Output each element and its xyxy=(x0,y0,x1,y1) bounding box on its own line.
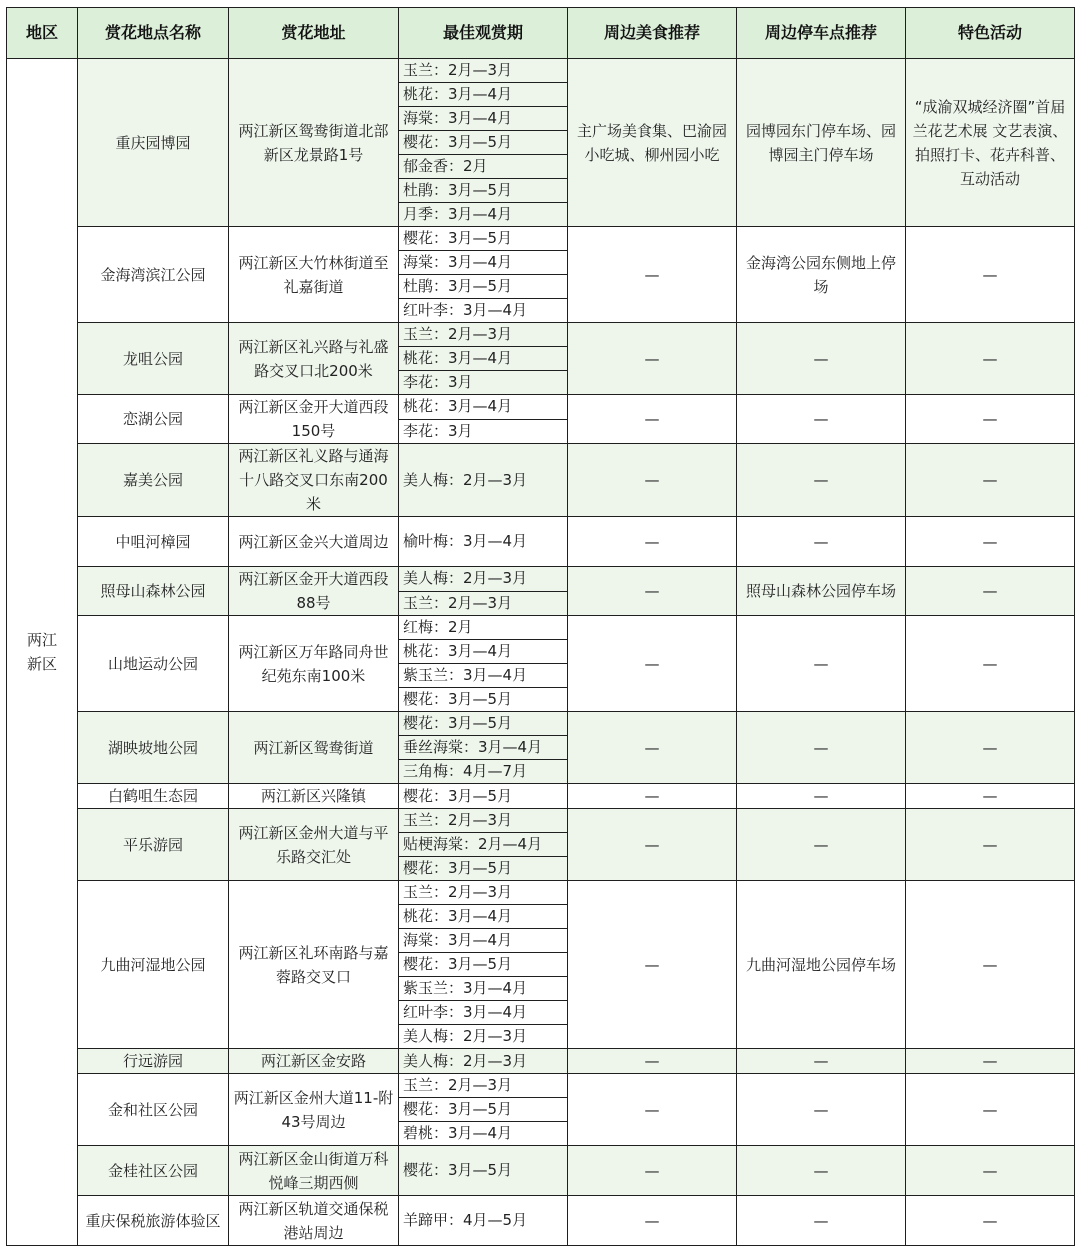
place-name: 行远游园 xyxy=(78,1049,229,1074)
food-recommendation: — xyxy=(568,712,737,784)
parking-recommendation: — xyxy=(737,323,906,395)
parking-recommendation: 九曲河湿地公园停车场 xyxy=(737,881,906,1049)
table-row xyxy=(7,784,1075,809)
flower-period: 樱花：3月—5月 xyxy=(399,131,568,155)
flower-period: 红叶李：3月—4月 xyxy=(399,1001,568,1025)
place-name: 山地运动公园 xyxy=(78,616,229,712)
special-activity: — xyxy=(906,881,1075,1049)
table-row xyxy=(7,395,1075,420)
place-address: 两江新区金州大道11-附43号周边 xyxy=(229,1074,399,1146)
special-activity: — xyxy=(906,784,1075,809)
parking-recommendation: — xyxy=(737,395,906,444)
table-row xyxy=(7,881,1075,905)
flower-period: 羊蹄甲：4月—5月 xyxy=(399,1196,568,1246)
parking-recommendation: — xyxy=(737,1196,906,1246)
food-recommendation: — xyxy=(568,517,737,567)
header-food: 周边美食推荐 xyxy=(568,8,737,59)
food-recommendation: — xyxy=(568,1196,737,1246)
parking-recommendation: — xyxy=(737,616,906,712)
flower-period: 海棠：3月—4月 xyxy=(399,251,568,275)
flower-period: 李花：3月 xyxy=(399,371,568,395)
special-activity: — xyxy=(906,1146,1075,1196)
table-row xyxy=(7,444,1075,517)
page-bottom-edge xyxy=(0,1254,1080,1260)
place-address: 两江新区鸳鸯街道 xyxy=(229,712,399,784)
place-name: 龙咀公园 xyxy=(78,323,229,395)
food-recommendation: 主广场美食集、巴渝园小吃城、柳州园小吃 xyxy=(568,59,737,227)
special-activity: — xyxy=(906,567,1075,616)
food-recommendation: — xyxy=(568,784,737,809)
special-activity: — xyxy=(906,712,1075,784)
parking-recommendation: — xyxy=(737,1049,906,1074)
place-name: 恋湖公园 xyxy=(78,395,229,444)
parking-recommendation: — xyxy=(737,712,906,784)
flower-period: 垂丝海棠：3月—4月 xyxy=(399,736,568,760)
place-address: 两江新区金安路 xyxy=(229,1049,399,1074)
flower-period: 美人梅：2月—3月 xyxy=(399,1025,568,1049)
flower-period: 贴梗海棠：2月—4月 xyxy=(399,833,568,857)
table-row xyxy=(7,1146,1075,1196)
special-activity: — xyxy=(906,616,1075,712)
special-activity: — xyxy=(906,395,1075,444)
place-name: 九曲河湿地公园 xyxy=(78,881,229,1049)
table-row xyxy=(7,567,1075,592)
place-name: 中咀河樟园 xyxy=(78,517,229,567)
food-recommendation: — xyxy=(568,881,737,1049)
special-activity: — xyxy=(906,809,1075,881)
header-address: 赏花地址 xyxy=(229,8,399,59)
flower-period: 郁金香：2月 xyxy=(399,155,568,179)
flower-viewing-table xyxy=(6,7,1075,1246)
special-activity: — xyxy=(906,323,1075,395)
parking-recommendation: 照母山森林公园停车场 xyxy=(737,567,906,616)
flower-period: 美人梅：2月—3月 xyxy=(399,567,568,592)
food-recommendation: — xyxy=(568,809,737,881)
flower-period: 月季：3月—4月 xyxy=(399,203,568,227)
food-recommendation: — xyxy=(568,567,737,616)
flower-period: 樱花：3月—5月 xyxy=(399,227,568,251)
food-recommendation: — xyxy=(568,1146,737,1196)
flower-period: 紫玉兰：3月—4月 xyxy=(399,664,568,688)
flower-period: 樱花：3月—5月 xyxy=(399,953,568,977)
place-name: 金海湾滨江公园 xyxy=(78,227,229,323)
table-row xyxy=(7,227,1075,251)
place-name: 平乐游园 xyxy=(78,809,229,881)
food-recommendation: — xyxy=(568,1049,737,1074)
flower-period: 红叶李：3月—4月 xyxy=(399,299,568,323)
special-activity: — xyxy=(906,444,1075,517)
header-row xyxy=(7,8,1075,59)
flower-period: 玉兰：2月—3月 xyxy=(399,1074,568,1098)
place-name: 照母山森林公园 xyxy=(78,567,229,616)
flower-period: 海棠：3月—4月 xyxy=(399,107,568,131)
parking-recommendation: — xyxy=(737,809,906,881)
flower-period: 桃花：3月—4月 xyxy=(399,83,568,107)
food-recommendation: — xyxy=(568,444,737,517)
flower-period: 樱花：3月—5月 xyxy=(399,1098,568,1122)
place-name: 白鹤咀生态园 xyxy=(78,784,229,809)
flower-period: 红梅：2月 xyxy=(399,616,568,640)
table-row xyxy=(7,712,1075,736)
food-recommendation: — xyxy=(568,323,737,395)
flower-period: 美人梅：2月—3月 xyxy=(399,1049,568,1074)
header-period: 最佳观赏期 xyxy=(399,8,568,59)
flower-period: 杜鹃：3月—5月 xyxy=(399,275,568,299)
place-name: 金和社区公园 xyxy=(78,1074,229,1146)
place-address: 两江新区金山街道万科悦峰三期西侧 xyxy=(229,1146,399,1196)
food-recommendation: — xyxy=(568,1074,737,1146)
flower-period: 李花：3月 xyxy=(399,419,568,444)
flower-period: 樱花：3月—5月 xyxy=(399,688,568,712)
parking-recommendation: — xyxy=(737,444,906,517)
flower-period: 玉兰：2月—3月 xyxy=(399,591,568,616)
place-address: 两江新区兴隆镇 xyxy=(229,784,399,809)
special-activity: “成渝双城经济圈”首届兰花艺术展 文艺表演、拍照打卡、花卉科普、互动活动 xyxy=(906,59,1075,227)
place-address: 两江新区金开大道西段88号 xyxy=(229,567,399,616)
place-name: 重庆园博园 xyxy=(78,59,229,227)
flower-period: 桃花：3月—4月 xyxy=(399,905,568,929)
parking-recommendation: — xyxy=(737,1074,906,1146)
parking-recommendation: — xyxy=(737,1146,906,1196)
flower-period: 杜鹃：3月—5月 xyxy=(399,179,568,203)
header-name: 赏花地点名称 xyxy=(78,8,229,59)
flower-period: 三角梅：4月—7月 xyxy=(399,760,568,784)
flower-period: 玉兰：2月—3月 xyxy=(399,323,568,347)
flower-period: 玉兰：2月—3月 xyxy=(399,59,568,83)
place-address: 两江新区轨道交通保税港站周边 xyxy=(229,1196,399,1246)
flower-period: 桃花：3月—4月 xyxy=(399,347,568,371)
special-activity: — xyxy=(906,517,1075,567)
place-name: 嘉美公园 xyxy=(78,444,229,517)
flower-period: 海棠：3月—4月 xyxy=(399,929,568,953)
flower-period: 玉兰：2月—3月 xyxy=(399,809,568,833)
place-address: 两江新区礼兴路与礼盛路交叉口北200米 xyxy=(229,323,399,395)
flower-period: 碧桃：3月—4月 xyxy=(399,1122,568,1146)
place-address: 两江新区鸳鸯街道北部新区龙景路1号 xyxy=(229,59,399,227)
table-row xyxy=(7,1049,1075,1074)
header-region: 地区 xyxy=(7,8,78,59)
parking-recommendation: — xyxy=(737,784,906,809)
place-name: 重庆保税旅游体验区 xyxy=(78,1196,229,1246)
header-parking: 周边停车点推荐 xyxy=(737,8,906,59)
flower-period: 桃花：3月—4月 xyxy=(399,395,568,420)
place-name: 金桂社区公园 xyxy=(78,1146,229,1196)
place-name: 湖映坡地公园 xyxy=(78,712,229,784)
table-row xyxy=(7,1074,1075,1098)
place-address: 两江新区金州大道与平乐路交汇处 xyxy=(229,809,399,881)
place-address: 两江新区金兴大道周边 xyxy=(229,517,399,567)
food-recommendation: — xyxy=(568,616,737,712)
flower-period: 榆叶梅：3月—4月 xyxy=(399,517,568,567)
flower-period: 樱花：3月—5月 xyxy=(399,712,568,736)
table-row xyxy=(7,616,1075,640)
special-activity: — xyxy=(906,227,1075,323)
special-activity: — xyxy=(906,1049,1075,1074)
table-row xyxy=(7,323,1075,347)
table-row xyxy=(7,59,1075,83)
special-activity: — xyxy=(906,1196,1075,1246)
flower-period: 美人梅：2月—3月 xyxy=(399,444,568,517)
food-recommendation: — xyxy=(568,395,737,444)
table-row xyxy=(7,1196,1075,1246)
region-cell: 两江 新区 xyxy=(7,59,78,1246)
place-address: 两江新区礼义路与通海十八路交叉口东南200米 xyxy=(229,444,399,517)
flower-period: 樱花：3月—5月 xyxy=(399,784,568,809)
table-body xyxy=(7,59,1075,1246)
place-address: 两江新区礼环南路与嘉蓉路交叉口 xyxy=(229,881,399,1049)
place-address: 两江新区万年路同舟世纪苑东南100米 xyxy=(229,616,399,712)
flower-period: 樱花：3月—5月 xyxy=(399,857,568,881)
table-row xyxy=(7,809,1075,833)
parking-recommendation: — xyxy=(737,517,906,567)
place-address: 两江新区金开大道西段150号 xyxy=(229,395,399,444)
special-activity: — xyxy=(906,1074,1075,1146)
header-activity: 特色活动 xyxy=(906,8,1075,59)
food-recommendation: — xyxy=(568,227,737,323)
parking-recommendation: 金海湾公园东侧地上停场 xyxy=(737,227,906,323)
flower-period: 紫玉兰：3月—4月 xyxy=(399,977,568,1001)
parking-recommendation: 园博园东门停车场、园博园主门停车场 xyxy=(737,59,906,227)
place-address: 两江新区大竹林街道至礼嘉街道 xyxy=(229,227,399,323)
flower-period: 桃花：3月—4月 xyxy=(399,640,568,664)
table-row xyxy=(7,517,1075,567)
flower-period: 玉兰：2月—3月 xyxy=(399,881,568,905)
flower-period: 樱花：3月—5月 xyxy=(399,1146,568,1196)
